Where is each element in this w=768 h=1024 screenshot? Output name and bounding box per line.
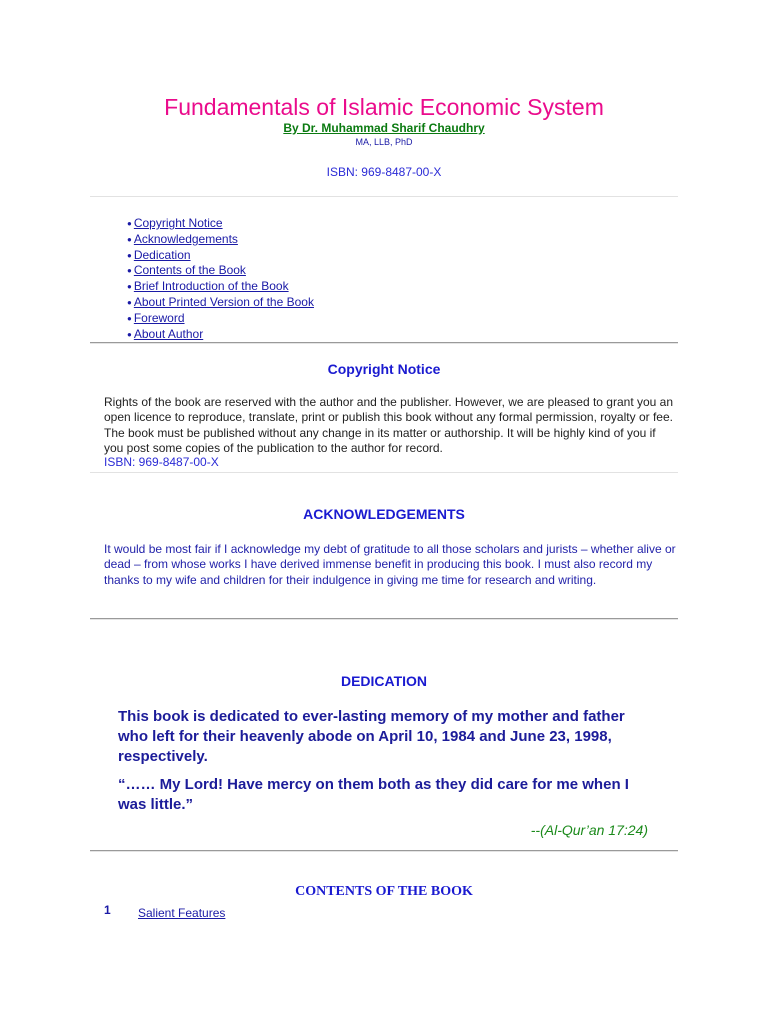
dedication-quote: “…… My Lord! Have mercy on them both as they did care for me when I was little.” — [118, 776, 629, 813]
divider — [90, 472, 678, 473]
toc-item-copyright — [127, 216, 314, 232]
bullet-icon: ● — [127, 266, 132, 276]
toc-link-brief-introduction[interactable]: Brief Introduction of the Book — [133, 279, 289, 294]
toc-link-printed-version[interactable]: About Printed Version of the Book — [133, 294, 314, 309]
bullet-icon: ● — [127, 313, 132, 323]
divider — [90, 618, 678, 620]
author-degrees: MA, LLB, PhD — [355, 137, 413, 147]
bullet-icon: ● — [127, 234, 132, 244]
toc-link-about-author[interactable]: About Author — [133, 326, 204, 341]
contents-link-salient-features[interactable]: Salient Features — [138, 906, 226, 920]
bullet-icon: ● — [127, 297, 132, 307]
toc-item-contents — [127, 263, 314, 279]
dedication-text: This book is dedicated to ever-lasting memory of my mother and father who left for their heavenly abode on April 10, 1984 and June 23, 1998, respectively. — [118, 708, 625, 765]
toc-item-dedication — [127, 248, 314, 264]
bullet-icon: ● — [127, 329, 132, 339]
copyright-text: Rights of the book are reserved with the author and the publisher. However, we are pleased to grant you an open licence to reproduce, translate, print or publish this book without any formal permission, royalty or fee. The book must be published without any change in its matter or authorship. It will be highly kind of you if you post some copies of the publication to the author for record. — [104, 395, 674, 456]
acknowledgements-heading: ACKNOWLEDGEMENTS — [303, 506, 465, 522]
toc-link-dedication[interactable]: Dedication — [133, 247, 191, 262]
contents-heading: CONTENTS OF THE BOOK — [295, 884, 473, 899]
toc-item-foreword — [127, 311, 314, 327]
contents-item-number: 1 — [104, 903, 111, 917]
toc-item-about-author — [127, 327, 314, 343]
divider — [90, 342, 678, 344]
divider — [90, 196, 678, 197]
dedication-heading: DEDICATION — [340, 673, 428, 689]
divider — [90, 850, 678, 852]
copyright-heading: Copyright Notice — [327, 361, 441, 377]
table-of-contents-links — [127, 216, 314, 342]
toc-link-foreword[interactable]: Foreword — [133, 310, 185, 325]
copyright-isbn: ISBN: 969-8487-00-X — [104, 455, 219, 469]
quran-reference: --(Al-Qur’an 17:24) — [530, 822, 648, 838]
toc-link-contents-of-the-book[interactable]: Contents of the Book — [133, 263, 246, 278]
author-name: By Dr. Muhammad Sharif Chaudhry — [283, 121, 485, 135]
toc-link-copyright-notice[interactable]: Copyright Notice — [133, 216, 223, 230]
bullet-icon: ● — [127, 282, 132, 292]
acknowledgements-text: It would be most fair if I acknowledge my debt of gratitude to all those scholars and jurists – whether alive or dead – from whose works I have derived immense benefit in producing this book. I must also record my thanks to my wife and children for their indulgence in giving me time for research and writing. — [104, 542, 676, 587]
bullet-icon: ● — [127, 250, 132, 260]
isbn-header: ISBN: 969-8487-00-X — [326, 165, 442, 179]
toc-item-printed-version — [127, 295, 314, 311]
toc-item-acknowledgements — [127, 232, 314, 248]
toc-item-introduction — [127, 279, 314, 295]
toc-link-acknowledgements[interactable]: Acknowledgements — [133, 231, 238, 246]
book-title: Fundamentals of Islamic Economic System — [164, 94, 604, 120]
bullet-icon: ● — [127, 219, 132, 228]
